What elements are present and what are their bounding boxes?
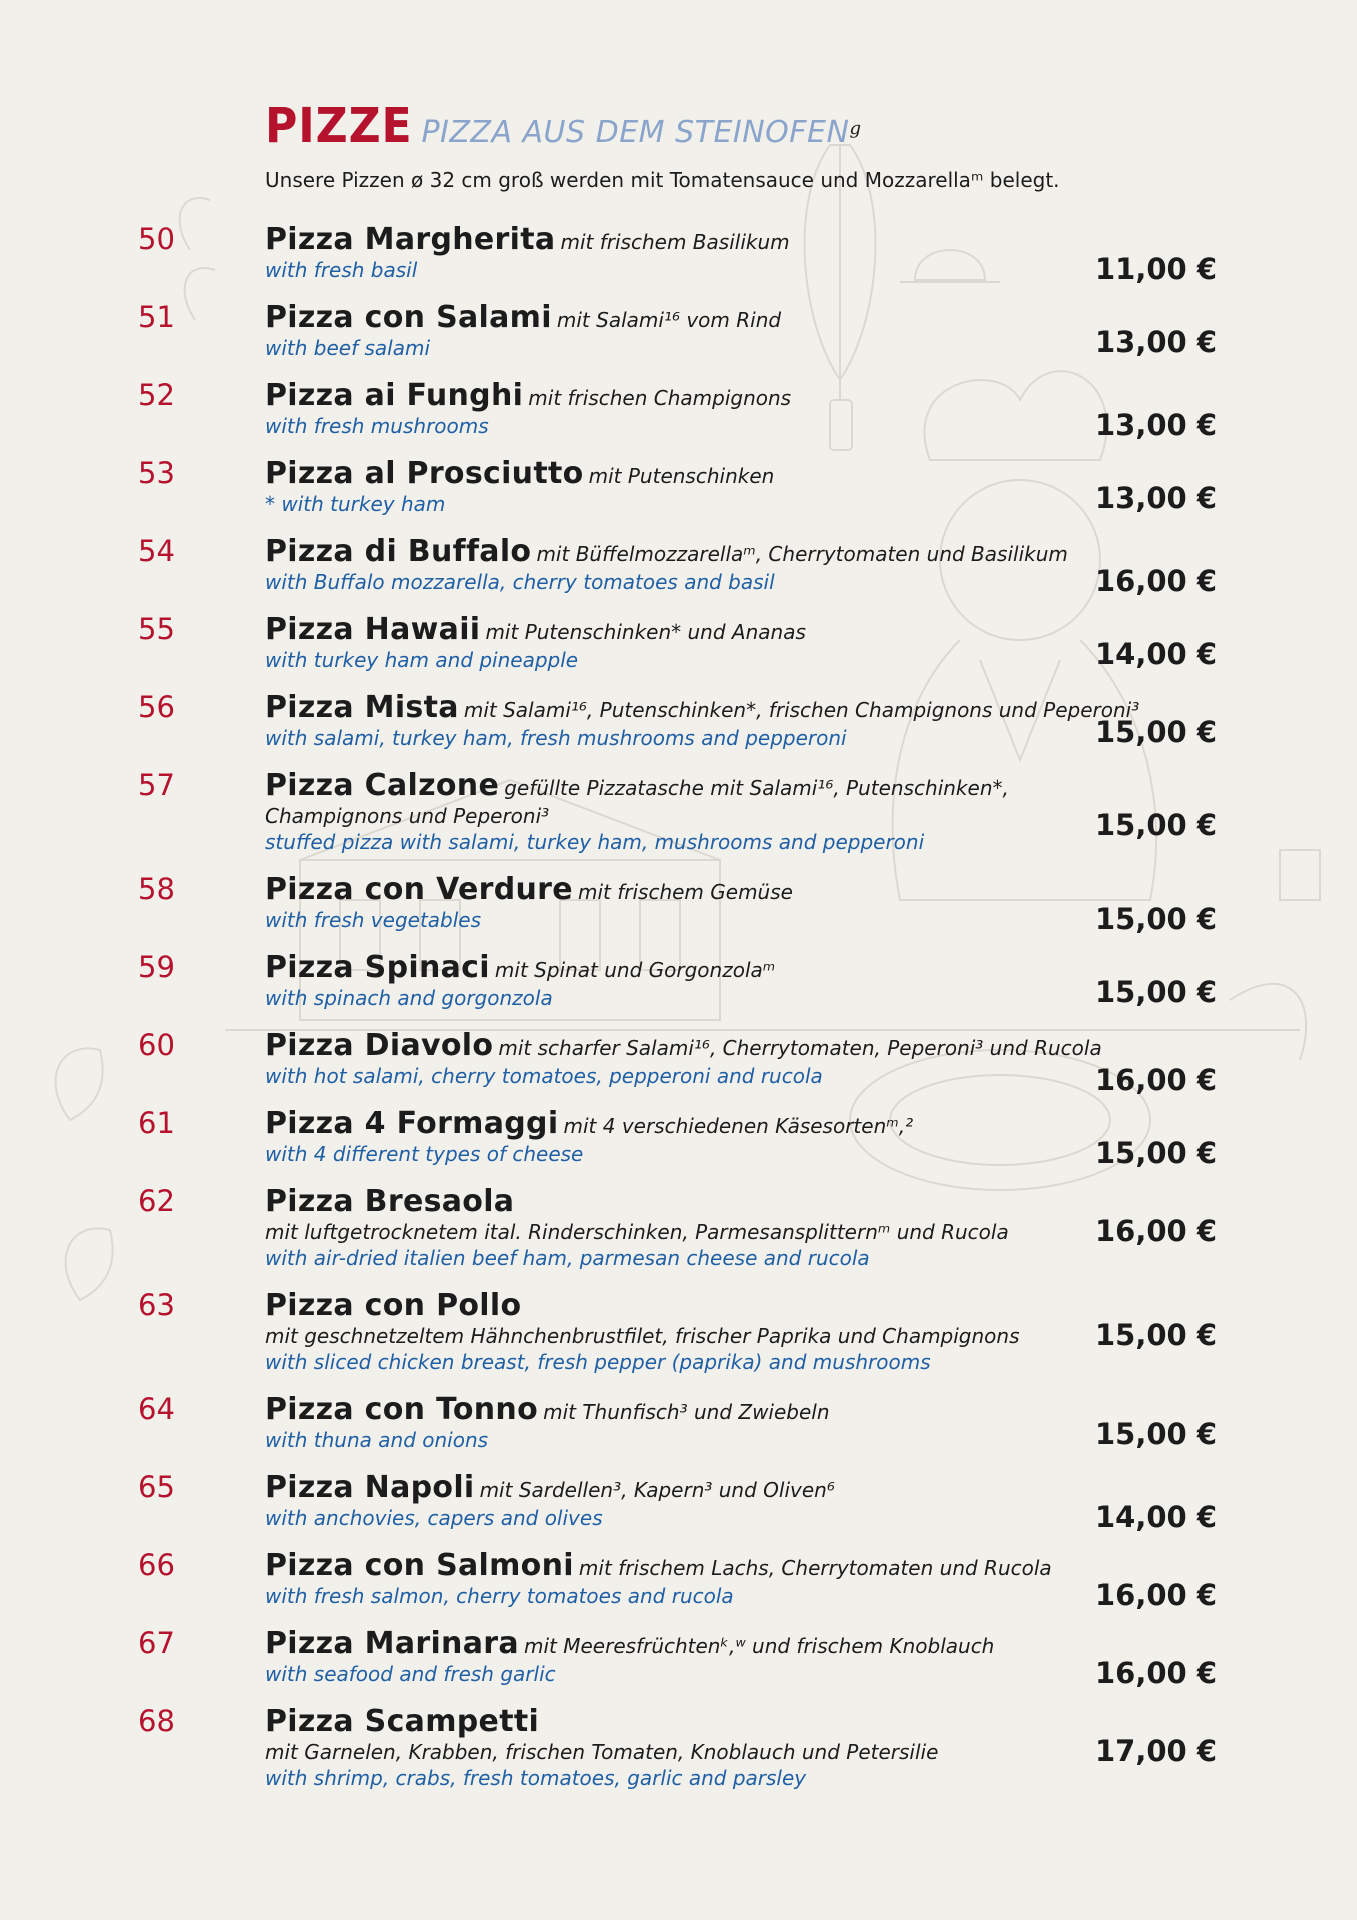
item-details	[265, 534, 1125, 595]
item-details	[265, 222, 1125, 283]
subtitle-footnote: g	[849, 118, 861, 139]
item-description-de: mit Putenschinken* und Ananas	[485, 620, 806, 644]
item-name: Pizza Napoli	[265, 1470, 475, 1505]
item-description-en: with sliced chicken breast, fresh pepper (paprika) and mushrooms	[265, 1350, 931, 1374]
item-price: 15,00 €	[1095, 902, 1218, 936]
item-price: 15,00 €	[1095, 808, 1218, 842]
item-name: Pizza Calzone	[265, 768, 500, 803]
intro-text: Unsere Pizzen ø 32 cm groß werden mit Tomatensauce und Mozzarellaᵐ belegt.	[265, 168, 1060, 192]
item-description-de-line2: Champignons und Peperoni³	[265, 804, 550, 828]
item-number: 57	[138, 768, 175, 802]
item-title-line	[265, 768, 1125, 803]
item-title-line	[265, 1392, 1125, 1427]
item-number: 68	[138, 1704, 175, 1738]
item-description-en: with beef salami	[265, 336, 431, 360]
item-number: 64	[138, 1392, 175, 1426]
item-title-line	[265, 950, 1125, 985]
item-name: Pizza ai Funghi	[265, 378, 524, 413]
item-number: 56	[138, 690, 175, 724]
item-title-line	[265, 1106, 1125, 1141]
item-number: 61	[138, 1106, 175, 1140]
item-name: Pizza Hawaii	[265, 612, 481, 647]
item-price: 14,00 €	[1095, 637, 1218, 671]
item-description-en: with salami, turkey ham, fresh mushrooms and pepperoni	[265, 726, 847, 750]
item-name: Pizza Marinara	[265, 1626, 519, 1661]
item-title-line	[265, 1704, 1125, 1739]
item-price: 13,00 €	[1095, 408, 1218, 442]
item-description-en: with fresh salmon, cherry tomatoes and rucola	[265, 1584, 734, 1608]
item-description-de: mit Büffelmozzarellaᵐ, Cherrytomaten und Basilikum	[536, 542, 1068, 566]
item-number: 63	[138, 1288, 175, 1322]
item-number: 66	[138, 1548, 175, 1582]
item-details	[265, 1184, 1125, 1271]
item-description-en: with seafood and fresh garlic	[265, 1662, 556, 1686]
item-details	[265, 1548, 1125, 1609]
item-title-line	[265, 1288, 1125, 1323]
menu-header	[265, 98, 1060, 192]
item-name: Pizza con Salmoni	[265, 1548, 574, 1583]
item-name: Pizza Bresaola	[265, 1184, 515, 1219]
item-number: 60	[138, 1028, 175, 1062]
item-details	[265, 950, 1125, 1011]
item-title-line	[265, 690, 1140, 725]
item-description-de: mit frischem Lachs, Cherrytomaten und Rucola	[578, 1556, 1052, 1580]
item-description-en: with 4 different types of cheese	[265, 1142, 584, 1166]
item-description-de: mit 4 verschiedenen Käsesortenᵐ,²	[563, 1114, 914, 1138]
item-price: 14,00 €	[1095, 1500, 1218, 1534]
item-description-de: mit Sardellen³, Kapern³ und Oliven⁶	[479, 1478, 835, 1502]
item-description-de: mit Spinat und Gorgonzolaᵐ	[494, 958, 776, 982]
item-price: 16,00 €	[1095, 564, 1218, 598]
item-name: Pizza Margherita	[265, 222, 556, 257]
item-description-en: with fresh basil	[265, 258, 418, 282]
item-title-line	[265, 456, 1125, 491]
item-description-de-line2: mit geschnetzeltem Hähnchenbrustfilet, frischer Paprika und Champignons	[265, 1324, 1020, 1348]
item-price: 16,00 €	[1095, 1656, 1218, 1690]
item-price: 16,00 €	[1095, 1063, 1218, 1097]
item-description-de-line2: mit luftgetrocknetem ital. Rinderschinken, Parmesansplitternᵐ und Rucola	[265, 1220, 1009, 1244]
item-number: 55	[138, 612, 175, 646]
item-name: Pizza con Pollo	[265, 1288, 522, 1323]
item-details	[265, 300, 1125, 361]
item-description-de: mit frischen Champignons	[528, 386, 792, 410]
item-description-en: with turkey ham and pineapple	[265, 648, 579, 672]
item-price: 16,00 €	[1095, 1214, 1218, 1248]
item-title-line	[265, 534, 1125, 569]
item-details	[265, 1470, 1125, 1531]
item-number: 53	[138, 456, 175, 490]
item-description-de-line2: mit Garnelen, Krabben, frischen Tomaten, Knoblauch und Petersilie	[265, 1740, 939, 1764]
item-details	[265, 872, 1125, 933]
item-description-de: mit Salami¹⁶, Putenschinken*, frischen Champignons und Peperoni³	[463, 698, 1140, 722]
item-name: Pizza Spinaci	[265, 950, 490, 985]
item-description-en: * with turkey ham	[265, 492, 446, 516]
item-description-en: with air-dried italien beef ham, parmesan cheese and rucola	[265, 1246, 870, 1270]
item-title-line	[265, 1626, 1125, 1661]
item-number: 62	[138, 1184, 175, 1218]
item-description-en: with hot salami, cherry tomatoes, pepperoni and rucola	[265, 1064, 823, 1088]
item-details	[265, 1704, 1125, 1791]
item-details	[265, 768, 1125, 855]
item-details	[265, 1392, 1125, 1453]
item-description-en: with fresh vegetables	[265, 908, 482, 932]
item-details	[265, 690, 1140, 751]
item-price: 17,00 €	[1095, 1734, 1218, 1768]
item-description-en: with shrimp, crabs, fresh tomatoes, garlic and parsley	[265, 1766, 807, 1790]
item-title-line	[265, 1184, 1125, 1219]
item-description-de: mit frischem Basilikum	[560, 230, 790, 254]
item-number: 50	[138, 222, 175, 256]
item-description-en: with Buffalo mozzarella, cherry tomatoes and basil	[265, 570, 775, 594]
item-details	[265, 378, 1125, 439]
item-description-en: with spinach and gorgonzola	[265, 986, 553, 1010]
item-number: 59	[138, 950, 175, 984]
item-description-de: gefüllte Pizzatasche mit Salami¹⁶, Putenschinken*,	[504, 776, 1009, 800]
item-price: 15,00 €	[1095, 1136, 1218, 1170]
item-title-line	[265, 1470, 1125, 1505]
item-price: 13,00 €	[1095, 481, 1218, 515]
item-title-line	[265, 378, 1125, 413]
item-price: 15,00 €	[1095, 975, 1218, 1009]
item-price: 16,00 €	[1095, 1578, 1218, 1612]
item-number: 67	[138, 1626, 175, 1660]
item-description-de: mit Thunfisch³ und Zwiebeln	[543, 1400, 830, 1424]
item-title-line	[265, 612, 1125, 647]
item-details	[265, 1626, 1125, 1687]
item-name: Pizza Scampetti	[265, 1704, 540, 1739]
item-details	[265, 1288, 1125, 1375]
item-number: 65	[138, 1470, 175, 1504]
page-title: PIZZE	[265, 98, 413, 154]
item-number: 51	[138, 300, 175, 334]
item-description-de: mit Putenschinken	[588, 464, 775, 488]
item-name: Pizza Mista	[265, 690, 459, 725]
item-name: Pizza con Verdure	[265, 872, 573, 907]
page-subtitle: PIZZA AUS DEM STEINOFEN	[421, 115, 850, 150]
item-name: Pizza al Prosciutto	[265, 456, 584, 491]
item-name: Pizza Diavolo	[265, 1028, 494, 1063]
item-description-en: with anchovies, capers and olives	[265, 1506, 603, 1530]
item-title-line	[265, 300, 1125, 335]
item-price: 11,00 €	[1095, 252, 1218, 286]
item-name: Pizza di Buffalo	[265, 534, 532, 569]
item-description-de: mit scharfer Salami¹⁶, Cherrytomaten, Peperoni³ und Rucola	[498, 1036, 1102, 1060]
item-title-line	[265, 1028, 1125, 1063]
item-name: Pizza con Salami	[265, 300, 552, 335]
item-price: 15,00 €	[1095, 1318, 1218, 1352]
item-details	[265, 1106, 1125, 1167]
item-number: 52	[138, 378, 175, 412]
item-description-en: stuffed pizza with salami, turkey ham, mushrooms and pepperoni	[265, 830, 925, 854]
item-details	[265, 1028, 1125, 1089]
item-number: 54	[138, 534, 175, 568]
item-description-de: mit frischem Gemüse	[577, 880, 793, 904]
item-name: Pizza 4 Formaggi	[265, 1106, 559, 1141]
item-title-line	[265, 872, 1125, 907]
item-description-en: with fresh mushrooms	[265, 414, 489, 438]
item-title-line	[265, 222, 1125, 257]
item-description-de: mit Meeresfrüchtenᵏ,ʷ und frischem Knoblauch	[524, 1634, 995, 1658]
item-details	[265, 612, 1125, 673]
item-title-line	[265, 1548, 1125, 1583]
item-description-en: with thuna and onions	[265, 1428, 489, 1452]
item-details	[265, 456, 1125, 517]
item-price: 13,00 €	[1095, 325, 1218, 359]
item-number: 58	[138, 872, 175, 906]
item-name: Pizza con Tonno	[265, 1392, 538, 1427]
item-price: 15,00 €	[1095, 1417, 1218, 1451]
item-description-de: mit Salami¹⁶ vom Rind	[556, 308, 782, 332]
item-price: 15,00 €	[1095, 715, 1218, 749]
